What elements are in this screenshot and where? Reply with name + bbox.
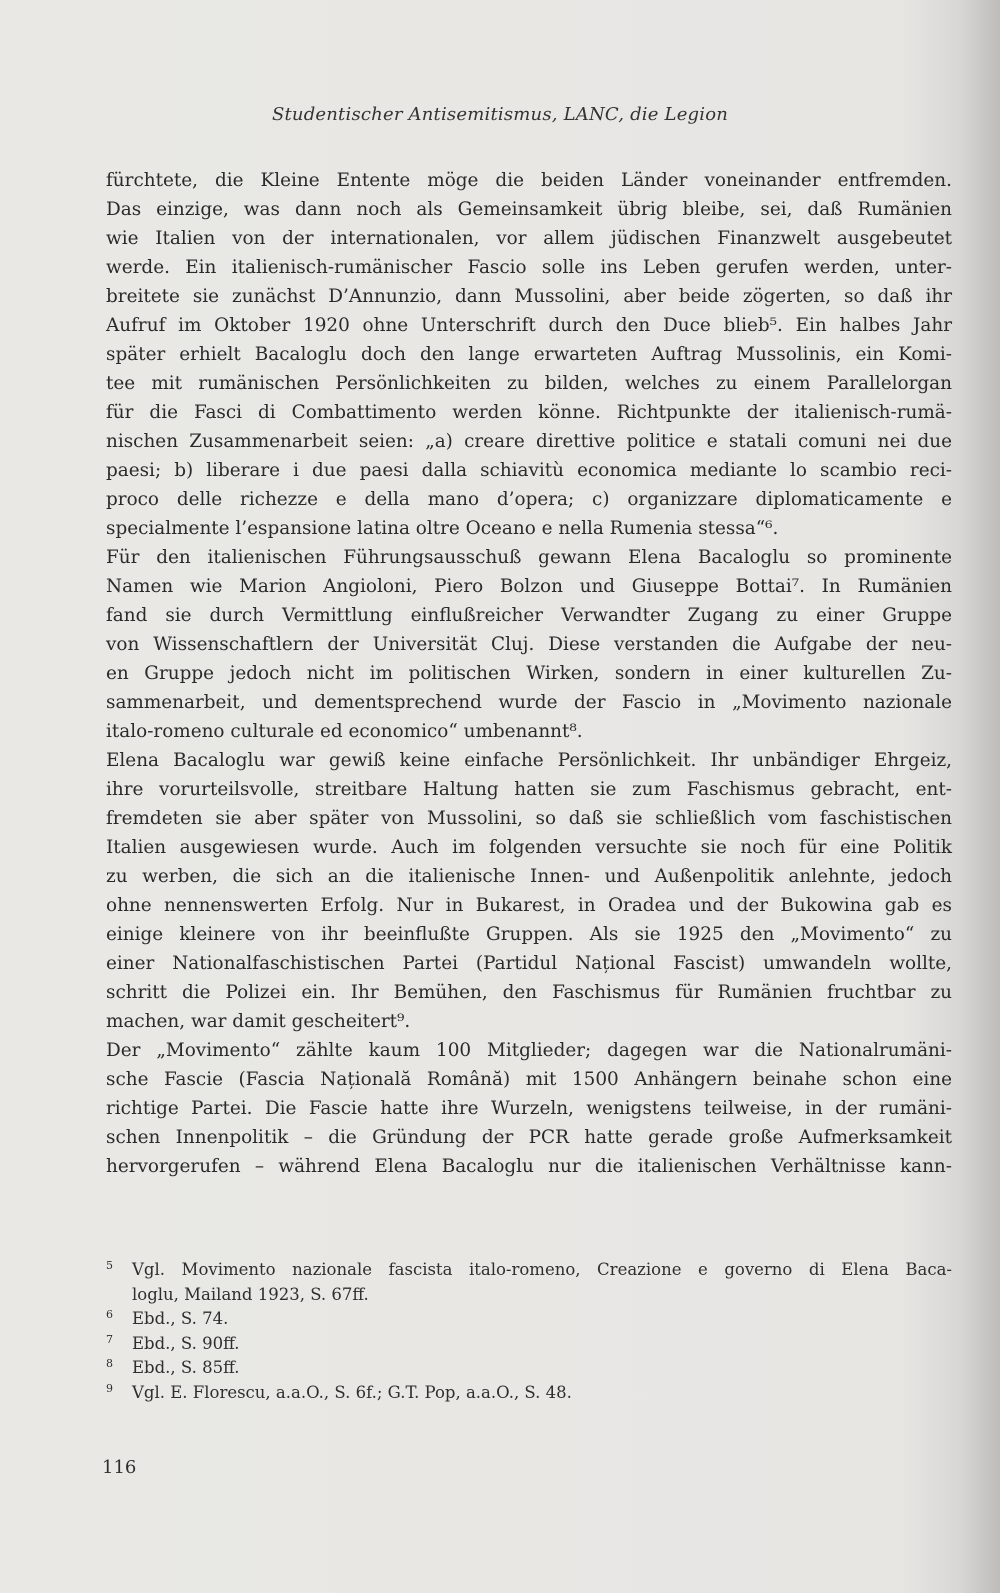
- body-line: Italien ausgewiesen wurde. Auch im folgenden versuchte sie noch für eine Politik: [106, 837, 952, 858]
- body-line: sammenarbeit, und dementsprechend wurde der Fascio in „Movimento nazionale: [106, 692, 952, 713]
- body-text: [106, 166, 952, 1181]
- footnote-7: [106, 1332, 952, 1357]
- body-line: von Wissenschaftlern der Universität Cluj. Diese verstanden die Aufgabe der neu-: [106, 634, 952, 655]
- page-number: 116: [102, 1457, 137, 1478]
- body-line: paesi; b) liberare i due paesi dalla schiavitù economica mediante lo scambio reci-: [106, 460, 952, 481]
- footnote-number: 7: [106, 1332, 113, 1346]
- body-line: wie Italien von der internationalen, vor allem jüdischen Finanzwelt ausgebeutet: [106, 228, 952, 249]
- body-line: hervorgerufen – während Elena Bacaloglu nur die italienischen Verhältnisse kann-: [106, 1156, 952, 1177]
- body-line: machen, war damit gescheitert⁹.: [106, 1011, 411, 1032]
- body-line: nischen Zusammenarbeit seien: „a) creare direttive politice e statali comuni nei due: [106, 431, 952, 452]
- body-line: richtige Partei. Die Fascie hatte ihre Wurzeln, wenigstens teilweise, in der rumäni-: [106, 1098, 952, 1119]
- body-line: proco delle richezze e della mano d’opera; c) organizzare diplomaticamente e: [106, 489, 952, 510]
- body-line: fand sie durch Vermittlung einflußreicher Verwandter Zugang zu einer Gruppe: [106, 605, 952, 626]
- body-line: italo-romeno culturale ed economico“ umbenannt⁸.: [106, 721, 583, 742]
- footnote-5: [106, 1258, 952, 1307]
- body-line: sche Fascie (Fascia Națională Română) mit 1500 Anhängern beinahe schon eine: [106, 1069, 952, 1090]
- body-line: werde. Ein italienisch-rumänischer Fascio solle ins Leben gerufen werden, unter-: [106, 257, 952, 278]
- footnote-line: Ebd., S. 85ff.: [132, 1358, 240, 1377]
- footnote-line: Ebd., S. 74.: [132, 1309, 229, 1328]
- body-line: breitete sie zunächst D’Annunzio, dann Mussolini, aber beide zögerten, so daß ihr: [106, 286, 952, 307]
- body-line: tee mit rumänischen Persönlichkeiten zu bilden, welches zu einem Parallelorgan: [106, 373, 952, 394]
- body-line: später erhielt Bacaloglu doch den lange erwarteten Auftrag Mussolinis, ein Komi-: [106, 344, 952, 365]
- body-line: für die Fasci di Combattimento werden könne. Richtpunkte der italienisch-rumä-: [106, 402, 952, 423]
- footnote-9: [106, 1381, 952, 1406]
- body-line: specialmente l’espansione latina oltre Oceano e nella Rumenia stessa“⁶.: [106, 518, 779, 539]
- footnote-line: Ebd., S. 90ff.: [132, 1333, 240, 1353]
- body-line: Aufruf im Oktober 1920 ohne Unterschrift durch den Duce blieb⁵. Ein halbes Jahr: [106, 315, 952, 336]
- body-line: Das einzige, was dann noch als Gemeinsamkeit übrig bleibe, sei, daß Rumänien: [106, 199, 952, 220]
- footnote-line: loglu, Mailand 1923, S. 67ff.: [132, 1284, 369, 1304]
- body-line: en Gruppe jedoch nicht im politischen Wirken, sondern in einer kulturellen Zu-: [106, 663, 952, 684]
- footnote-number: 9: [106, 1381, 113, 1395]
- body-line: zu werben, die sich an die italienische Innen- und Außenpolitik anlehnte, jedoch: [106, 866, 952, 887]
- body-line: Der „Movimento“ zählte kaum 100 Mitglieder; dagegen war die Nationalrumäni-: [106, 1040, 952, 1061]
- body-line: Für den italienischen Führungsausschuß gewann Elena Bacaloglu so prominente: [106, 547, 952, 568]
- body-line: Elena Bacaloglu war gewiß keine einfache Persönlichkeit. Ihr unbändiger Ehrgeiz,: [106, 750, 952, 771]
- footnote-number: 5: [106, 1259, 113, 1272]
- body-line: ohne nennenswerten Erfolg. Nur in Bukarest, in Oradea und der Bukowina gab es: [106, 895, 952, 916]
- footnote-number: 8: [106, 1357, 113, 1370]
- body-line: fürchtete, die Kleine Entente möge die beiden Länder voneinander entfremden.: [106, 170, 952, 191]
- footnote-6: [106, 1307, 952, 1332]
- footnote-line: Vgl. E. Florescu, a.a.O., S. 6f.; G.T. Pop, a.a.O., S. 48.: [132, 1382, 572, 1402]
- body-line: einige kleinere von ihr beeinflußte Gruppen. Als sie 1925 den „Movimento“ zu: [106, 924, 952, 945]
- body-line: schritt die Polizei ein. Ihr Bemühen, den Faschismus für Rumänien fruchtbar zu: [106, 982, 952, 1003]
- running-head: Studentischer Antisemitismus, LANC, die Legion: [271, 104, 729, 125]
- footnote-line: Vgl. Movimento nazionale fascista italo-romeno, Creazione e governo di Elena Baca-: [132, 1260, 952, 1279]
- footnote-8: [106, 1356, 952, 1381]
- body-line: Namen wie Marion Angioloni, Piero Bolzon und Giuseppe Bottai⁷. In Rumänien: [106, 576, 952, 597]
- body-line: fremdeten sie aber später von Mussolini, so daß sie schließlich vom faschistischen: [106, 808, 952, 829]
- body-line: einer Nationalfaschistischen Partei (Partidul Național Fascist) umwandeln wollte,: [106, 953, 952, 974]
- body-line: ihre vorurteilsvolle, streitbare Haltung hatten sie zum Faschismus gebracht, ent-: [106, 779, 952, 800]
- footnotes: [106, 1258, 952, 1405]
- footnote-number: 6: [106, 1308, 113, 1321]
- body-line: schen Innenpolitik – die Gründung der PCR hatte gerade große Aufmerksamkeit: [106, 1127, 952, 1148]
